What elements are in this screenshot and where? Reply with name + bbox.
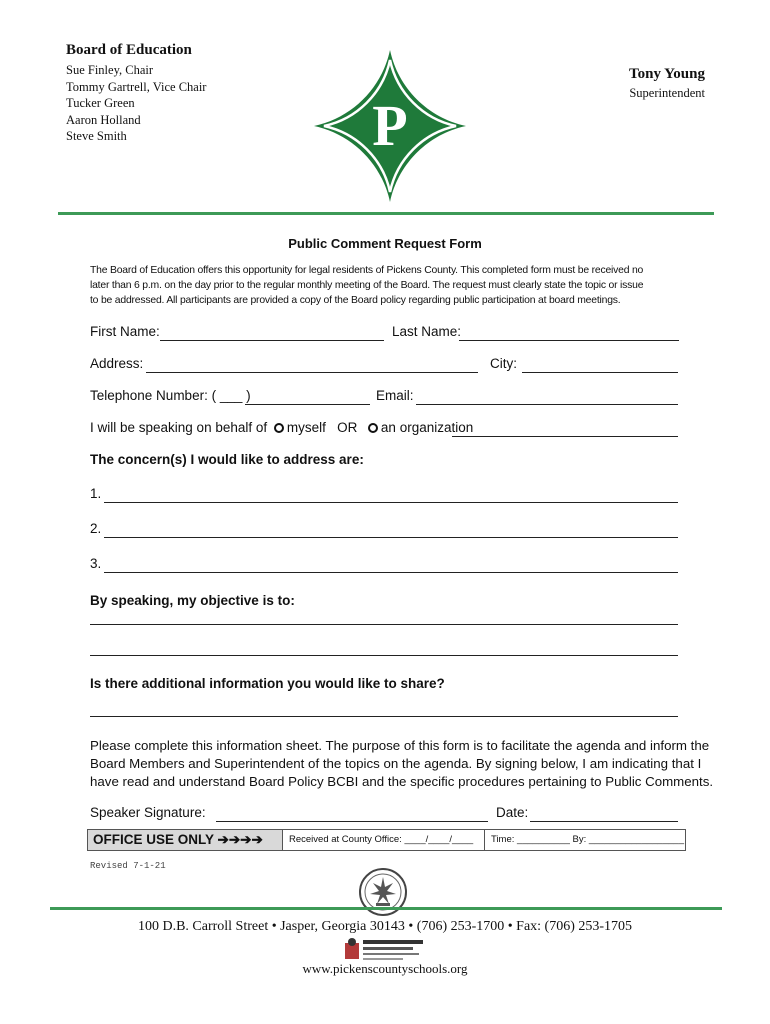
additional-info-label: Is there additional information you would like to share? xyxy=(90,676,445,691)
logo-letter: P xyxy=(372,93,408,158)
board-member: Sue Finley, Chair xyxy=(66,63,154,77)
signature-label: Speaker Signature: xyxy=(90,805,206,820)
office-use-label: OFFICE USE ONLY ➔➔➔➔ xyxy=(88,830,283,850)
concern-number: 1. xyxy=(90,486,102,501)
concern-1-field[interactable] xyxy=(104,502,678,503)
city-field[interactable] xyxy=(522,372,678,373)
superintendent-name: Tony Young xyxy=(628,66,705,82)
school-program-logo-icon xyxy=(343,937,429,963)
organization-radio[interactable] xyxy=(368,423,378,433)
speaking-behalf-row xyxy=(90,420,473,435)
concerns-label: The concern(s) I would like to address are: xyxy=(90,452,364,467)
received-at-office-field: Received at County Office: ____/____/____ xyxy=(283,830,485,850)
telephone-field[interactable] xyxy=(245,404,370,405)
time-by-field: Time: __________ By: __________________ xyxy=(491,834,684,845)
myself-radio[interactable] xyxy=(274,423,284,433)
concern-number: 2. xyxy=(90,521,102,536)
footer-divider xyxy=(50,907,722,910)
closing-paragraph xyxy=(90,737,713,791)
myself-option-label: myself xyxy=(286,420,326,435)
date-field[interactable] xyxy=(530,821,678,822)
board-member: Steve Smith xyxy=(66,129,127,144)
or-text: OR xyxy=(337,420,358,435)
email-label: Email: xyxy=(376,388,414,403)
organization-name-field[interactable] xyxy=(452,436,678,437)
concern-number: 3. xyxy=(90,556,102,571)
form-intro xyxy=(90,263,690,308)
closing-line: Please complete this information sheet. The purpose of this form is to facilitate the agenda and inform the xyxy=(90,738,710,753)
address-label: Address: xyxy=(90,356,144,371)
intro-line: later than 6 p.m. on the day prior to the regular monthly meeting of the Board. The request must clearly state the topic or issue xyxy=(90,280,644,291)
last-name-label: Last Name: xyxy=(392,324,462,339)
telephone-label: Telephone Number: ( ___ ) xyxy=(90,388,251,403)
email-field[interactable] xyxy=(416,404,678,405)
objective-label: By speaking, my objective is to: xyxy=(90,593,295,608)
date-label: Date: xyxy=(496,805,529,820)
concern-2-field[interactable] xyxy=(104,537,678,538)
office-use-table xyxy=(87,829,686,851)
form-title: Public Comment Request Form xyxy=(288,236,482,251)
closing-line: have read and understand Board Policy BCBI and the specific procedures pertaining to Public Comments. xyxy=(90,774,714,789)
board-member: Tucker Green xyxy=(66,96,135,111)
signature-field[interactable] xyxy=(216,821,488,822)
superintendent-title: Superintendent xyxy=(629,86,705,100)
closing-line: Board Members and Superintendent of the topics on the agenda. By signing below, I am indicating that I xyxy=(90,756,702,771)
objective-field-line[interactable] xyxy=(90,655,678,656)
city-label: City: xyxy=(490,356,517,371)
additional-info-field[interactable] xyxy=(90,716,678,717)
first-name-label: First Name: xyxy=(90,324,160,339)
footer-address: 100 D.B. Carroll Street • Jasper, Georgia 30143 • (706) 253-1700 • Fax: (706) 253-1705 xyxy=(137,919,633,934)
revised-date: Revised 7-1-21 xyxy=(90,861,166,871)
board-member: Aaron Holland xyxy=(66,112,141,127)
intro-line: to be addressed. All participants are provided a copy of the Board policy regarding public participation at board meetings. xyxy=(90,295,621,306)
first-name-field[interactable] xyxy=(160,340,384,341)
board-member: Tommy Gartrell, Vice Chair xyxy=(66,79,207,94)
header-divider xyxy=(58,212,714,215)
board-title: Board of Education xyxy=(66,42,192,58)
board-members-list xyxy=(66,62,206,145)
concern-3-field[interactable] xyxy=(104,572,678,573)
objective-field-line[interactable] xyxy=(90,624,678,625)
behalf-prefix: I will be speaking on behalf of xyxy=(90,420,271,435)
pickens-p-logo xyxy=(312,48,468,204)
address-field[interactable] xyxy=(146,372,478,373)
organization-option-label: an organization xyxy=(380,420,474,435)
footer-website-link[interactable]: www.pickenscountyschools.org xyxy=(302,961,468,976)
intro-line: The Board of Education offers this opportunity for legal residents of Pickens County. This completed form must be received no xyxy=(90,265,644,276)
last-name-field[interactable] xyxy=(459,340,679,341)
